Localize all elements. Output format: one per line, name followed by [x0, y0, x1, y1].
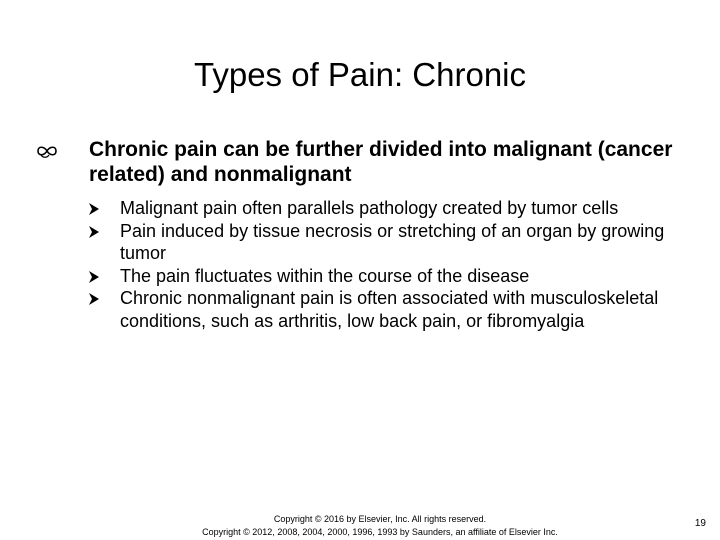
sub-bullet-item: [89, 197, 669, 220]
sub-bullet-item: [89, 265, 669, 288]
page-number: 19: [694, 518, 706, 529]
sub-bullet-text: Pain induced by tissue necrosis or stretching of an organ by growing tumor: [120, 220, 665, 263]
sub-bullet-item: [89, 287, 669, 332]
copyright-footer: [120, 513, 640, 539]
arrow-bullet-icon: [87, 270, 101, 284]
copyright-line-2: Copyright © 2012, 2008, 2004, 2000, 1996, 1993 by Saunders, an affiliate of Elsevier Inc.: [202, 527, 558, 537]
main-bullet-text: Chronic pain can be further divided into malignant (cancer related) and nonmalignant: [89, 138, 673, 186]
sub-bullet-text: Malignant pain often parallels pathology created by tumor cells: [120, 198, 619, 218]
sub-bullet-text: The pain fluctuates within the course of the disease: [120, 265, 530, 286]
arrow-bullet-icon: [87, 292, 101, 306]
sub-bullet-text: Chronic nonmalignant pain is often associated with musculoskeletal conditions, such as arthritis, low back pain, or fibromyalgia: [120, 288, 659, 331]
arrow-bullet-icon: [87, 202, 101, 216]
sub-bullet-list: [89, 197, 669, 332]
copyright-line-1: Copyright © 2016 by Elsevier, Inc. All rights reserved.: [273, 514, 487, 524]
arrow-bullet-icon: [87, 225, 101, 239]
infinity-loop-icon: [36, 141, 58, 161]
main-bullet: [36, 137, 676, 187]
slide-title: Types of Pain: Chronic: [194, 56, 526, 93]
sub-bullet-item: [89, 220, 669, 265]
